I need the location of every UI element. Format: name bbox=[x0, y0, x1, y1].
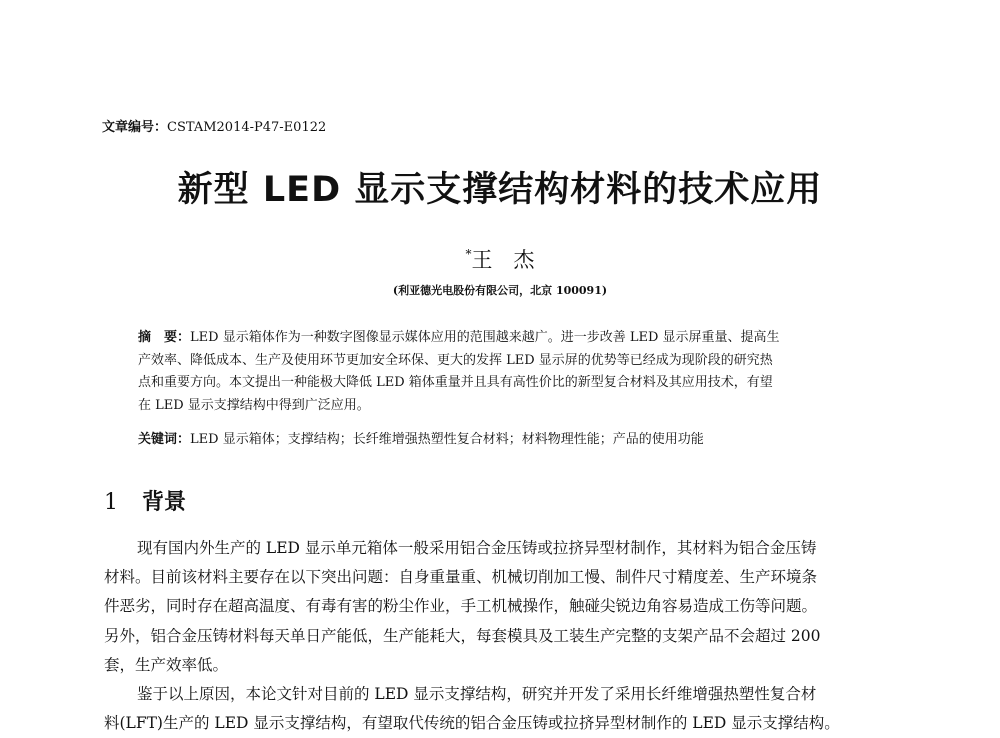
abstract bbox=[138, 327, 866, 418]
author-name: 王 杰 bbox=[471, 248, 535, 272]
affiliation: (利亚德光电股份有限公司，北京 100091) bbox=[392, 284, 608, 297]
body-line: 另外，铝合金压铸材料每天单日产能低，生产能耗大，每套模具及工装生产完整的支架产品不会超过 200 bbox=[104, 626, 821, 645]
abstract-line: 点和重要方向。本文提出一种能极大降低 LED 箱体重量并且具有高性价比的新型复合材料及其应用技术，有望 bbox=[138, 375, 773, 391]
body-line: 件恶劣，同时存在超高温度、有毒有害的粉尘作业，手工机械操作，触碰尖锐边角容易造成工伤等问题。 bbox=[104, 597, 818, 616]
author-marker: * bbox=[465, 247, 472, 261]
body-line: 料(LFT)生产的 LED 显示支撑结构，有望取代传统的铝合金压铸或拉挤异型材制作的 LED 显示支撑结构。 bbox=[104, 714, 840, 733]
section-heading bbox=[104, 488, 186, 518]
keywords-label: 关键词： bbox=[138, 432, 191, 447]
keywords bbox=[138, 429, 878, 451]
body-line: 鉴于以上原因，本论文针对目前的 LED 显示支撑结构，研究并开发了采用长纤维增强热塑性复合材 bbox=[137, 685, 817, 704]
article-number-value: CSTAM2014-P47-E0122 bbox=[167, 120, 327, 135]
body-line: 现有国内外生产的 LED 显示单元箱体一般采用铝合金压铸或拉挤异型材制作，其材料为铝合金压铸 bbox=[137, 539, 817, 557]
paper-title: 新型 LED 显示支撑结构材料的技术应用 bbox=[177, 170, 823, 210]
abstract-line: 摘 要：LED 显示箱体作为一种数字图像显示媒体应用的范围越来越广。进一步改善 LED 显示屏重量、提高生 bbox=[138, 330, 780, 345]
abstract-label: 摘 要： bbox=[138, 330, 191, 345]
article-number-label: 文章编号： bbox=[102, 120, 168, 135]
body-text bbox=[104, 534, 920, 738]
section-title: 背景 bbox=[142, 490, 187, 515]
keywords-text: LED 显示箱体；支撑结构；长纤维增强热塑性复合材料；材料物理性能；产品的使用功能 bbox=[190, 432, 704, 447]
abstract-line: 在 LED 显示支撑结构中得到广泛应用。 bbox=[138, 398, 370, 414]
body-line: 套，生产效率低。 bbox=[104, 655, 229, 674]
author-line bbox=[0, 240, 1000, 274]
abstract-line: 产效率、降低成本、生产及使用环节更加安全环保、更大的发挥 LED 显示屏的优势等已经成为现阶段的研究热 bbox=[138, 352, 773, 368]
section-number: 1 bbox=[104, 490, 118, 515]
body-line: 材料。目前该材料主要存在以下突出问题：自身重量重、机械切削加工慢、制件尺寸精度差、生产环境条 bbox=[104, 568, 818, 587]
article-number bbox=[102, 119, 326, 137]
